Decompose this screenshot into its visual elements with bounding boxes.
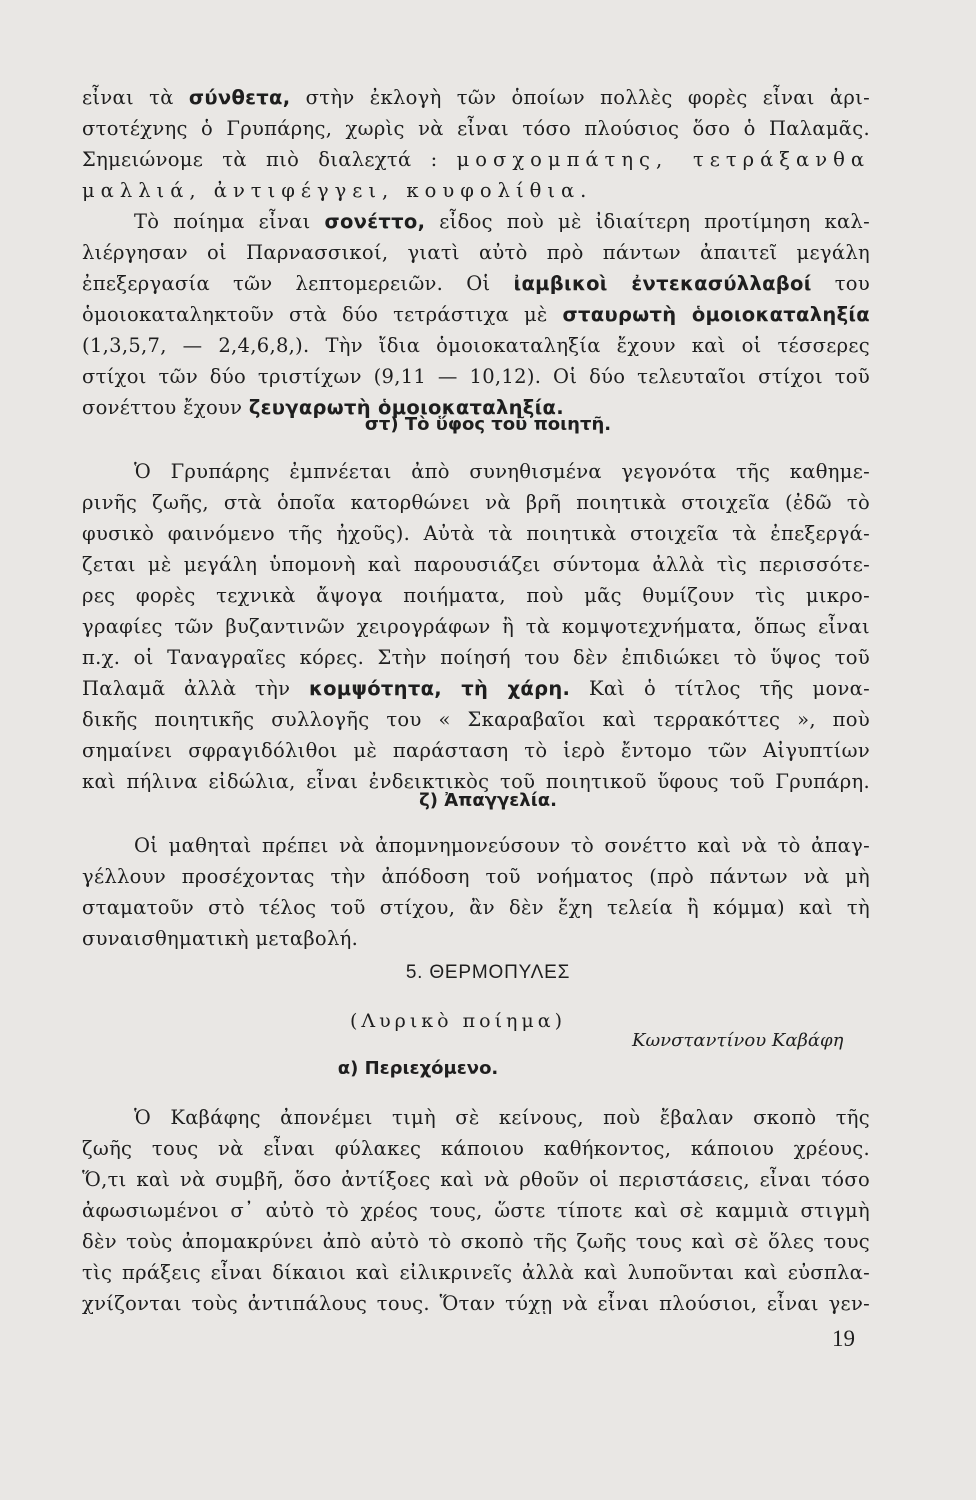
text-run: στὴν ἐκλογὴ τῶν ὁποίων πολλὲς φορὲς εἶναι ἀρι- [290,86,870,109]
text-run: ὁμοιοκαταληκτοῦν στὰ δύο τετράστιχα μὲ [82,303,563,326]
text-line: στίχοι τῶν δύο τριστίχων (9,11 — 10,12). Οἱ δύο τελευταῖοι στίχοι τοῦ [82,365,870,388]
text-line: Ὁ Καβάφης ἀπονέμει τιμὴ σὲ κείνους, ποὺ ἔβαλαν σκοπὸ τῆς [134,1106,870,1129]
text-line: στοτέχνης ὁ Γρυπάρης, χωρὶς νὰ εἶναι τόσο πλούσιος ὅσο ὁ Παλαμᾶς. [82,117,870,140]
text-line: σταματοῦν στὸ τέλος τοῦ στίχου, ἂν δὲν ἔχη τελεία ἢ κόμμα) καὶ τὴ [82,896,870,919]
text-line: (1,3,5,7, — 2,4,6,8,). Τὴν ἴδια ὁμοιοκαταληξία ἔχουν καὶ οἱ τέσσερες [82,334,870,357]
poem-subtitle: (Λυρικὸ ποίημα) [350,1010,567,1032]
text-line: ζωῆς τους νὰ εἶναι φύλακες κάποιου καθήκοντος, κάποιου χρέους. [82,1137,870,1160]
text-line [82,210,870,233]
bold-term: σύνθετα, [188,86,291,109]
bold-term: ζευγαρωτὴ ὁμοιοκαταληξία. [248,396,564,419]
text-line: δικῆς ποιητικῆς συλλογῆς του « Σκαραβαῖοι καὶ τερρακόττες », ποὺ [82,708,870,731]
poem-title: 5. ΘΕΡΜΟΠΥΛΕΣ [405,962,571,983]
text-line [82,677,870,700]
text-line: τὶς πράξεις εἶναι δίκαιοι καὶ εἰλικρινεῖς ἀλλὰ καὶ λυποῦνται καὶ εὐσπλα- [82,1261,870,1284]
text-line: γραφίες τῶν βυζαντινῶν χειρογράφων ἢ τὰ κομψοτεχνήματα, ὅπως εἶναι [82,615,870,638]
text-run: ἐπεξεργασία τῶν λεπτομερειῶν. Οἱ [82,272,514,295]
text-line: χνίζονται τοὺς ἀντιπάλους τους. Ὅταν τύχῃ νὰ εἶναι πλούσιοι, εἶναι γεν- [82,1292,870,1315]
text-line: δὲν τοὺς ἀπομακρύνει ἀπὸ αὐτὸ τὸ σκοπὸ τῆς ζωῆς τους καὶ σὲ ὅλες τους [82,1230,870,1253]
text-line: Ὅ,τι καὶ νὰ συμβῆ, ὅσο ἀντίξοες καὶ νὰ ρθοῦν οἱ περιστάσεις, εἶναι τόσο [82,1168,870,1191]
section-heading-recitation: ζ) Ἀπαγγελία. [419,790,557,811]
text-line [82,148,870,171]
text-line: φυσικὸ φαινόμενο τῆς ἠχοῦς). Αὐτὰ τὰ ποιητικὰ στοιχεῖα τὰ ἐπεξεργά- [82,522,870,545]
poem-author: Κωνσταντίνου Καβάφη [632,1030,844,1051]
text-line: ρες φορὲς τεχνικὰ ἄψογα ποιήματα, ποὺ μᾶς θυμίζουν τὶς μικρο- [82,584,870,607]
text-line: σημαίνει σφραγιδόλιθοι μὲ παράσταση τὸ ἱερὸ ἔντομο τῶν Αἰγυπτίων [82,739,870,762]
text-line: π.χ. οἱ Ταναγραῖες κόρες. Στὴν ποίησή του δὲν ἐπιδιώκει τὸ ὕψος τοῦ [82,646,870,669]
text-line: συναισθηματικὴ μεταβολή. [82,927,359,950]
text-line: μαλλιά, ἀντιφέγγει, κουφολίθια. [82,179,593,202]
text-run: του [811,272,870,295]
text-run: εἶδος ποὺ μὲ ἰδιαίτερη προτίμηση καλ- [425,210,870,233]
text-line [82,303,870,326]
text-line: λιέργησαν οἱ Παρνασσικοί, γιατὶ αὐτὸ πρὸ πάντων ἀπαιτεῖ μεγάλη [82,241,870,264]
text-line: Ὁ Γρυπάρης ἐμπνέεται ἀπὸ συνηθισμένα γεγονότα τῆς καθημε- [134,460,870,483]
text-line: καὶ πήλινα εἰδώλια, εἶναι ἐνδεικτικὸς τοῦ ποιητικοῦ ὕφους τοῦ Γρυπάρη. [82,770,870,793]
text-run: σονέττου ἔχουν [82,396,249,419]
page-number: 19 [832,1326,855,1351]
text-line: ρινῆς ζωῆς, στὰ ὁποῖα κατορθώνει νὰ βρῆ ποιητικὰ στοιχεῖα (ἐδῶ τὸ [82,491,870,514]
text-run: Παλαμᾶ ἀλλὰ τὴν [82,677,309,700]
text-run: Σημειώνομε τὰ πιὸ διαλεχτά : [82,148,457,171]
text-line: ἀφωσιωμένοι σ᾽ αὐτὸ τὸ χρέος τους, ὥστε τίποτε καὶ σὲ καμμιὰ στιγμὴ [82,1199,870,1222]
text-run: Τὸ ποίημα εἶναι [134,210,325,233]
spaced-words: μοσχομπάτης, τετράξανθα [456,148,870,171]
text-line: γέλλουν προσέχοντας τὴν ἀπόδοση τοῦ νοήματος (πρὸ πάντων νὰ μὴ [82,865,870,888]
text-line: Οἱ μαθηταὶ πρέπει νὰ ἀπομνημονεύσουν τὸ σονέττο καὶ νὰ τὸ ἀπαγ- [134,834,870,857]
text-line [82,272,870,295]
bold-term: σταυρωτὴ ὁμοιοκαταληξία [562,303,870,326]
bold-term: σονέττο, [324,210,426,233]
text-run: εἶναι τὰ [82,86,189,109]
text-run: Καὶ ὁ τίτλος τῆς μονα- [570,677,870,700]
bold-term: ἰαμβικοὶ ἐντεκασύλλαβοί [513,272,812,295]
section-heading-style: στ) Τὸ ὕφος τοῦ ποιητῆ. [364,414,612,435]
section-heading-content: α) Περιεχόμενο. [337,1058,499,1079]
text-line [82,86,870,109]
bold-term: κομψότητα, τὴ χάρη. [308,677,571,700]
text-line: ζεται μὲ μεγάλη ὑπομονὴ καὶ παρουσιάζει σύντομα ἀλλὰ τὶς περισσότε- [82,553,870,576]
